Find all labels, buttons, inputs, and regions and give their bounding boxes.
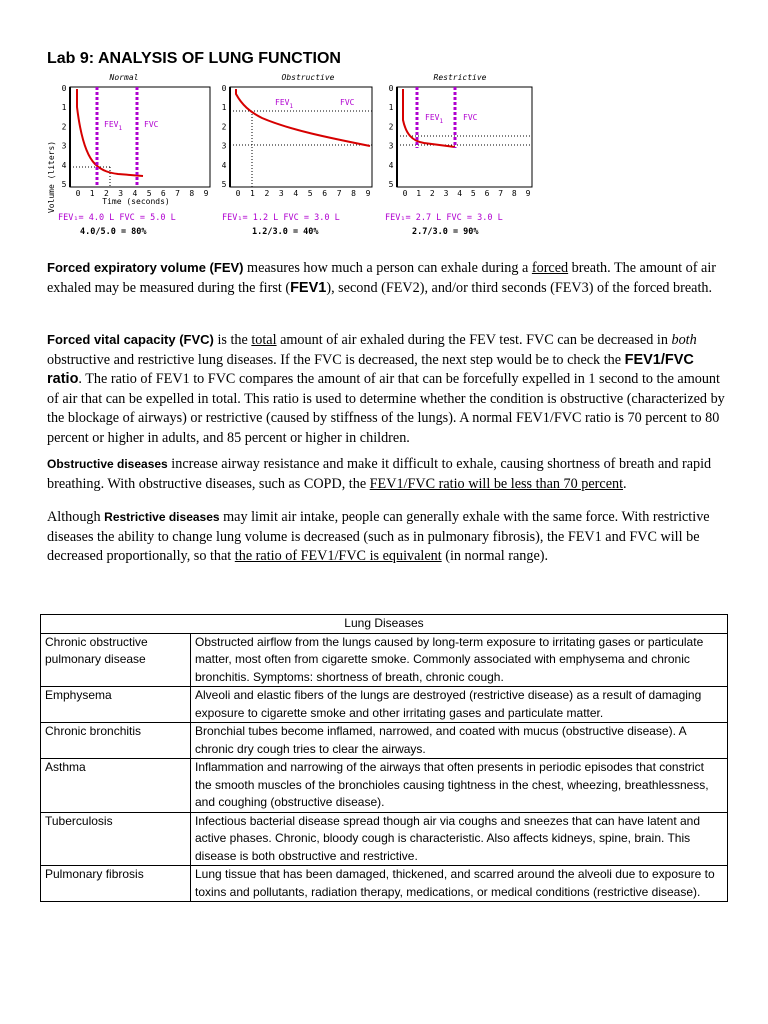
x-tick-label: 9 <box>525 189 531 198</box>
y-tick-label: 1 <box>61 103 67 113</box>
x-tick-label: 3 <box>278 189 284 198</box>
x-tick-label: 1 <box>89 189 95 198</box>
y-tick-label: 4 <box>61 160 67 170</box>
panel-ratio: 2.7/3.0 = 90% <box>412 227 479 237</box>
svg-text:FVC: FVC <box>340 98 355 107</box>
x-tick-label: 4 <box>457 189 463 198</box>
svg-text:FVC: FVC <box>463 113 478 122</box>
axis-ticks <box>62 84 531 198</box>
y-tick-label: 0 <box>388 84 394 93</box>
y-tick-label: 2 <box>388 122 394 132</box>
x-tick-label: 2 <box>264 189 270 198</box>
y-tick-label: 5 <box>388 180 394 189</box>
y-tick-label: 3 <box>388 141 394 151</box>
x-tick-label: 3 <box>443 189 449 198</box>
y-tick-label: 1 <box>388 103 394 113</box>
panel-title: Normal <box>109 73 139 82</box>
svg-text:FEV1: $FEV_1$ <box>425 113 444 125</box>
x-tick-label: 2 <box>104 189 109 198</box>
table-row: Asthma Inflammation and narrowing of the airways that often presents in periodic episodes that constrict the smooth muscles of the bronchioles causing tightness in the chest, wheezing, breathlessness, and coughing (obstructive disease). <box>41 759 728 813</box>
exhalation-curve <box>77 89 143 176</box>
table-row: Tuberculosis Infectious bacterial disease spread though air via coughs and sneezes that can have latent and active phases. Chronic, bloody cough is characteristic. Also affects kidneys, spine, brain. This disease is both obstructive and restrictive. <box>41 812 728 866</box>
x-tick-label: 2 <box>429 189 435 198</box>
svg-text:FEV1: $FEV_1$ <box>104 120 123 132</box>
x-tick-label: 5 <box>470 189 476 198</box>
x-tick-label: 7 <box>336 189 342 198</box>
x-tick-label: 0 <box>75 189 81 198</box>
x-tick-label: 1 <box>250 189 255 198</box>
svg-text:FVC: FVC <box>144 120 159 129</box>
x-tick-label: 0 <box>402 189 408 198</box>
x-tick-label: 7 <box>175 189 180 198</box>
x-tick-label: 8 <box>511 189 517 198</box>
y-tick-label: 1 <box>221 103 227 113</box>
x-tick-label: 7 <box>498 189 504 198</box>
y-tick-label: 5 <box>61 180 67 189</box>
spirometry-figure <box>40 72 550 240</box>
x-tick-label: 6 <box>484 189 490 198</box>
y-tick-label: 4 <box>221 160 227 170</box>
y-tick-label: 2 <box>221 122 227 132</box>
panel-ratio: 1.2/3.0 = 40% <box>252 227 319 237</box>
page-title: Lab 9: ANALYSIS OF LUNG FUNCTION <box>47 50 341 67</box>
panel-results: FEV₁= 2.7 L FVC = 3.0 L <box>385 213 503 223</box>
table-row: Chronic obstructive pulmonary disease Obstructed airflow from the lungs caused by long-term exposure to irritating gases or particulate matter, most often from cigarette smoke. Commonly associated with emphysema and chronic bronchitis. Symptoms: shortness of breath, chronic cough. <box>41 633 728 687</box>
fev-term: Forced expiratory volume (FEV) <box>47 260 244 275</box>
chart-panel-normal <box>70 73 210 187</box>
x-tick-label: 5 <box>146 189 152 198</box>
fvc-paragraph: Forced vital capacity (FVC) is the total amount of air exhaled during the FEV test. FVC can be decreased in both obstructive and restrictive lung diseases. If the FVC is decreased, the next step would be to check the FEV1/FVC ratio. The ratio of FEV1 to FVC compares the amount of air that can be forcefully expelled in 1 second to the amount of air that can be expelled in total. This ratio is used to determine whether the condition is obstructive (characterized by the blockage of airways) or restrictive (caused by stiffness of the lungs). A normal FEV1/FVC ratio is 70 percent to 80 percent or higher in adults, and 85 percent or higher in children. <box>47 332 725 446</box>
table-row: Emphysema Alveoli and elastic fibers of the lungs are destroyed (restrictive disease) as a result of damaging exposure to cigarette smoke and other irritating gases and particulate matter. <box>41 687 728 723</box>
x-tick-label: 6 <box>322 189 328 198</box>
table-row: Chronic bronchitis Bronchial tubes become inflamed, narrowed, and coated with mucus (obstructive disease). A chronic dry cough tries to clear the airways. <box>41 723 728 759</box>
panel-results: FEV₁= 4.0 L FVC = 5.0 L <box>58 213 176 223</box>
fvc-term: Forced vital capacity (FVC) <box>47 332 214 347</box>
x-tick-label: 8 <box>351 189 356 198</box>
x-tick-label: 6 <box>160 189 166 198</box>
ratio-term: FEV1/FVC ratio <box>47 351 694 387</box>
x-axis-label: Time (seconds) <box>102 197 170 206</box>
y-tick-label: 3 <box>61 141 67 151</box>
restrictive-paragraph: Although Restrictive diseases may limit air intake, people can generally exhale with the same force. With restrictive diseases the ability to change lung volume is decreased (such as in pulmonary fibrosis), the FEV1 and FVC will be decreased proportionally, so that the ratio of FEV1/FVC is equivalent (in normal range). <box>47 509 710 564</box>
x-tick-label: 1 <box>416 189 422 198</box>
x-tick-label: 5 <box>307 189 313 198</box>
y-tick-label: 5 <box>221 180 227 189</box>
chart-panel-restrictive <box>397 73 532 187</box>
obstructive-term: Obstructive diseases <box>47 457 168 471</box>
x-tick-label: 4 <box>293 189 299 198</box>
restrictive-term: Restrictive diseases <box>104 510 220 524</box>
y-tick-label: 0 <box>221 84 227 93</box>
svg-text:FEV1: $FEV_1$ <box>275 98 294 110</box>
panel-ratio: 4.0/5.0 = 80% <box>80 227 147 237</box>
x-tick-label: 4 <box>132 189 138 198</box>
y-tick-label: 2 <box>61 122 67 132</box>
y-tick-label: 3 <box>221 141 227 151</box>
x-tick-label: 0 <box>235 189 241 198</box>
x-tick-label: 3 <box>118 189 124 198</box>
y-tick-label: 0 <box>61 84 67 93</box>
x-tick-label: 8 <box>189 189 195 198</box>
table-header: Lung Diseases <box>41 615 728 634</box>
lung-diseases-table <box>40 614 728 902</box>
x-tick-label: 9 <box>365 189 371 198</box>
y-tick-label: 4 <box>388 160 394 170</box>
panel-title: Obstructive <box>281 73 335 82</box>
spirometry-charts <box>40 72 550 240</box>
table-row: Pulmonary fibrosis Lung tissue that has been damaged, thickened, and scarred around the alveoli due to exposure to toxins and pollutants, radiation therapy, medications, or medical conditions (restrictive disease). <box>41 866 728 902</box>
obstructive-paragraph: Obstructive diseases increase airway resistance and make it difficult to exhale, causing shortness of breath and rapid breathing. With obstructive diseases, such as COPD, the FEV1/FVC ratio will be less than 70 percent. <box>47 456 712 492</box>
fev-paragraph: Forced expiratory volume (FEV) measures how much a person can exhale during a forced breath. The amount of air exhaled may be measured during the first (FEV1), second (FEV2), and/or third seconds (FEV3) of the forced breath. <box>47 260 716 296</box>
chart-panel-obstructive <box>230 73 372 187</box>
x-tick-label: 9 <box>203 189 209 198</box>
y-axis-label: Volume (liters) <box>47 140 56 214</box>
panel-results: FEV₁= 1.2 L FVC = 3.0 L <box>222 213 340 223</box>
panel-title: Restrictive <box>433 73 487 82</box>
